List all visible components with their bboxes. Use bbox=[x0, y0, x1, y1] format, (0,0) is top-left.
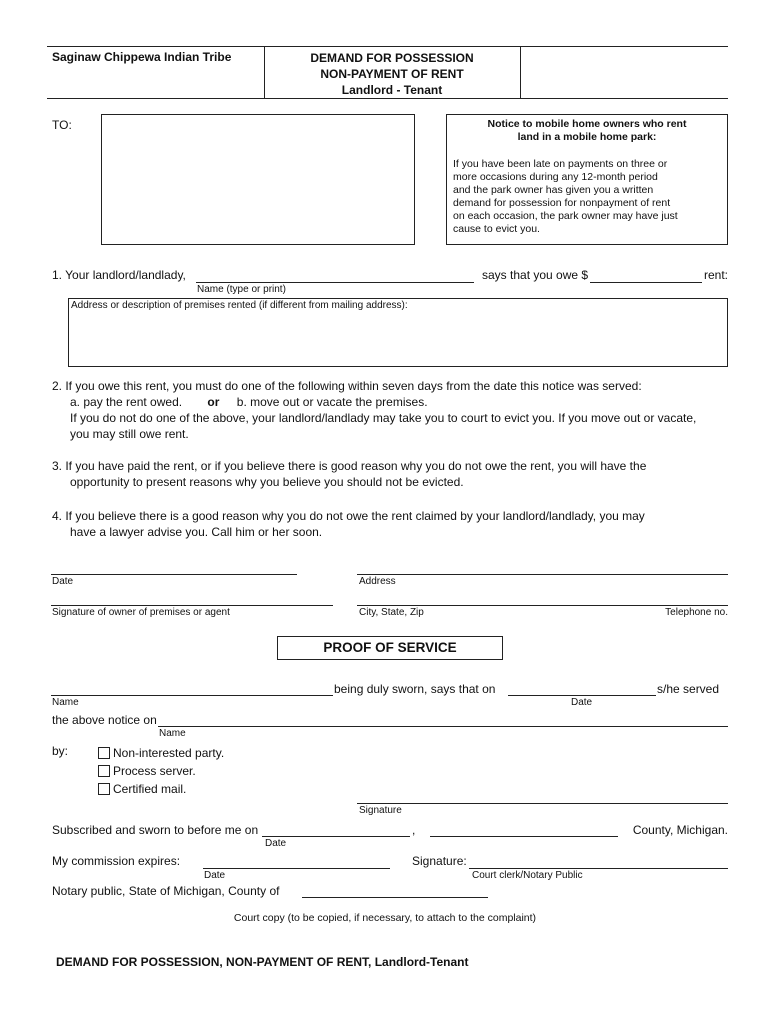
title-line-1: DEMAND FOR POSSESSION bbox=[310, 51, 474, 65]
notice-title-line-2: land in a mobile home park: bbox=[517, 131, 657, 143]
item4 bbox=[52, 508, 645, 540]
title-line-3: Landlord - Tenant bbox=[341, 83, 443, 97]
county-michigan-text: County, Michigan. bbox=[632, 823, 728, 837]
being-sworn-text: being duly sworn, says that on bbox=[334, 682, 496, 696]
process-server-checkbox[interactable] bbox=[98, 765, 110, 777]
mobile-home-notice-box bbox=[446, 114, 728, 245]
item3-line1: 3. If you have paid the rent, or if you believe there is good reason why you do not owe the rent, you will have the bbox=[52, 459, 647, 473]
city-state-zip-line[interactable] bbox=[357, 605, 728, 606]
server-name-caption: Name bbox=[52, 697, 79, 708]
notary-county-line[interactable] bbox=[302, 897, 488, 898]
option-a: a. pay the rent owed. bbox=[70, 395, 183, 409]
form-title-header bbox=[264, 50, 520, 98]
notice-line: on each occasion, the park owner may have just bbox=[453, 210, 678, 222]
title-line-2: NON-PAYMENT OF RENT bbox=[320, 67, 464, 81]
item2-line3: If you do not do one of the above, your landlord/landlady may take you to court to evict you. If you move out or vacate, bbox=[70, 411, 697, 425]
notary-public-text: Notary public, State of Michigan, County of bbox=[52, 884, 280, 898]
or-label: or bbox=[207, 395, 220, 409]
notice-line: If you have been late on payments on three or bbox=[453, 158, 668, 170]
item1-says: says that you owe $ bbox=[482, 268, 589, 282]
notice-line: more occasions during any 12-month period bbox=[453, 171, 658, 183]
notice-line: and the park owner has given you a written bbox=[453, 184, 654, 196]
item3 bbox=[52, 458, 646, 490]
date-caption: Date bbox=[52, 576, 74, 587]
subscribed-date-caption: Date bbox=[265, 838, 287, 849]
item3-line2: opportunity to present reasons why you believe you should not be evicted. bbox=[70, 475, 464, 489]
she-served-text: s/he served bbox=[657, 682, 720, 696]
address-caption: Address or description of premises rented (if different from mailing address): bbox=[71, 300, 408, 311]
option-b: b. move out or vacate the premises. bbox=[236, 395, 428, 409]
server-signature-caption: Signature bbox=[359, 805, 402, 816]
notary-signature-line[interactable] bbox=[469, 868, 728, 869]
option-label: Certified mail. bbox=[113, 782, 187, 796]
owner-signature-line[interactable] bbox=[51, 605, 333, 606]
notice-line: demand for possession for nonpayment of rent bbox=[453, 197, 671, 209]
option-label: Process server. bbox=[113, 764, 196, 778]
landlord-name-field[interactable] bbox=[196, 268, 474, 283]
commission-date-caption: Date bbox=[204, 870, 226, 881]
amount-owed-field[interactable] bbox=[590, 268, 702, 283]
notice-title bbox=[453, 118, 721, 144]
server-name-line[interactable] bbox=[51, 695, 333, 696]
header-divider-right bbox=[520, 46, 521, 98]
address-caption-2: Address bbox=[359, 576, 396, 587]
certified-mail-checkbox[interactable] bbox=[98, 783, 110, 795]
non-interested-checkbox[interactable] bbox=[98, 747, 110, 759]
proof-of-service-title: PROOF OF SERVICE bbox=[277, 636, 503, 660]
tribe-name: Saginaw Chippewa Indian Tribe bbox=[52, 50, 232, 64]
commission-text: My commission expires: bbox=[52, 854, 181, 868]
item1-prefix: 1. Your landlord/landlady, bbox=[52, 268, 186, 282]
city-state-zip-caption: City, State, Zip bbox=[359, 607, 424, 618]
comma-text: , bbox=[412, 823, 416, 837]
served-person-line[interactable] bbox=[158, 726, 728, 727]
header-bottom-rule bbox=[47, 98, 728, 99]
item1-rent: rent: bbox=[704, 268, 729, 282]
service-method-options bbox=[98, 744, 224, 798]
service-date-caption: Date bbox=[571, 697, 593, 708]
form-title-footer: DEMAND FOR POSSESSION, NON-PAYMENT OF RENT, Landlord-Tenant bbox=[56, 955, 469, 969]
item2-line4: you may still owe rent. bbox=[70, 427, 189, 441]
by-label: by: bbox=[52, 744, 69, 758]
address-line[interactable] bbox=[357, 574, 728, 575]
service-date-line[interactable] bbox=[508, 695, 656, 696]
telephone-caption: Telephone no. bbox=[665, 607, 728, 618]
item4-line1: 4. If you believe there is a good reason why you do not owe the rent claimed by your landlord/landlady, you may bbox=[52, 509, 645, 523]
commission-date-line[interactable] bbox=[203, 868, 390, 869]
notice-title-line-1: Notice to mobile home owners who rent bbox=[487, 118, 687, 130]
option-process-server[interactable] bbox=[98, 762, 224, 780]
signature-label: Signature: bbox=[412, 854, 467, 868]
subscribed-date-line[interactable] bbox=[262, 836, 410, 837]
clerk-caption: Court clerk/Notary Public bbox=[472, 870, 583, 881]
server-signature-line[interactable] bbox=[357, 803, 728, 804]
subscribed-text: Subscribed and sworn to before me on bbox=[52, 823, 259, 837]
header-top-rule bbox=[47, 46, 728, 47]
served-person-caption: Name bbox=[159, 728, 186, 739]
option-certified-mail[interactable] bbox=[98, 780, 224, 798]
date-line[interactable] bbox=[51, 574, 297, 575]
notice-line: cause to evict you. bbox=[453, 223, 540, 235]
option-non-interested[interactable] bbox=[98, 744, 224, 762]
option-label: Non-interested party. bbox=[113, 746, 225, 760]
item2-options bbox=[52, 394, 696, 410]
above-notice-text: the above notice on bbox=[52, 713, 157, 727]
owner-signature-caption: Signature of owner of premises or agent bbox=[52, 607, 230, 618]
recipient-address-box[interactable] bbox=[101, 114, 415, 245]
item2-line1: 2. If you owe this rent, you must do one of the following within seven days from the date this notice was served: bbox=[52, 379, 642, 393]
to-label: TO: bbox=[52, 118, 72, 132]
name-caption: Name (type or print) bbox=[197, 284, 286, 295]
item2 bbox=[52, 378, 696, 442]
premises-address-box[interactable] bbox=[68, 298, 728, 367]
court-copy-text: Court copy (to be copied, if necessary, to attach to the complaint) bbox=[233, 912, 537, 924]
county-line[interactable] bbox=[430, 836, 618, 837]
notice-body bbox=[453, 158, 721, 236]
item4-line2: have a lawyer advise you. Call him or her soon. bbox=[70, 525, 323, 539]
